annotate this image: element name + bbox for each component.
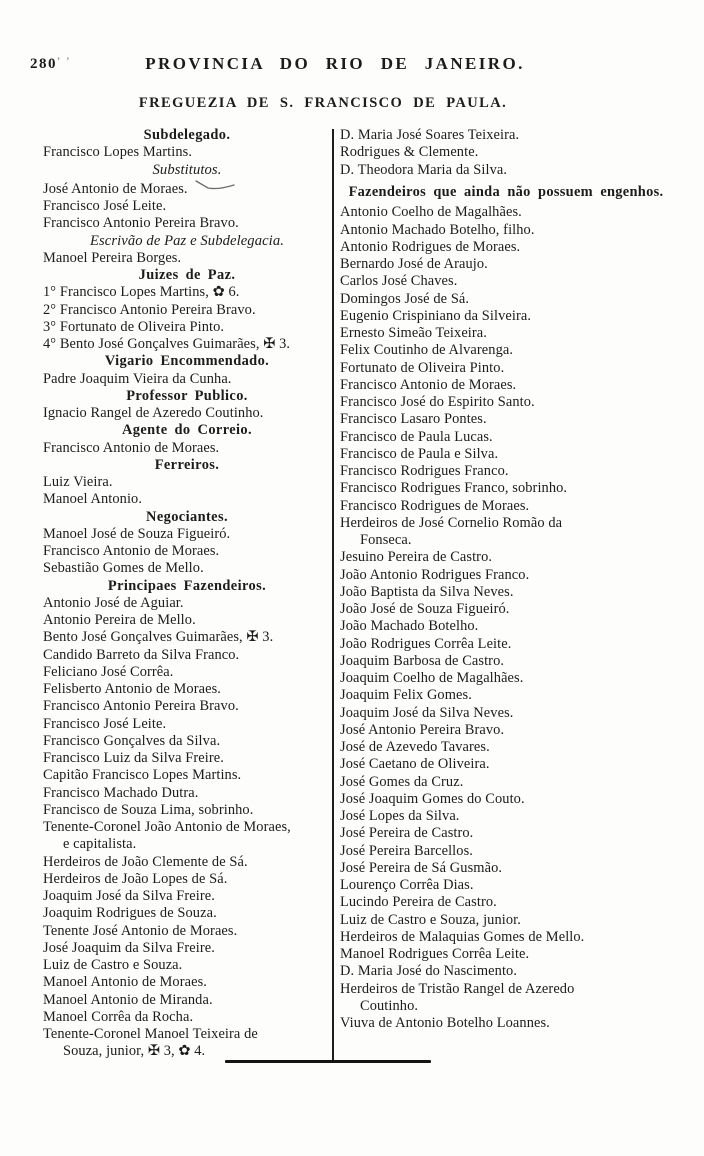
entry-line: José Pereira de Sá Gusmão. <box>340 859 503 876</box>
section-heading-italic: Escrivão de Paz e Subdelegacia. <box>90 232 284 249</box>
entry-line: Ignacio Rangel de Azeredo Coutinho. <box>43 405 264 421</box>
entry-line: 1° Francisco Lopes Martins, ✿ 6. <box>43 284 240 301</box>
entry-line: Padre Joaquim Vieira da Cunha. <box>43 370 232 387</box>
entry-line: Manoel Antonio. <box>43 491 143 508</box>
entry-line: José Gomes da Cruz. <box>340 773 464 790</box>
entry-continuation-line: Souza, junior, ✠ 3, ✿ 4. <box>63 1043 206 1060</box>
page-title: PROVINCIA DO RIO DE JANEIRO. <box>145 54 525 73</box>
entry-line: Tenente-Coronel João Antonio de Moraes, <box>43 819 291 835</box>
entry-line: José Antonio de Moraes. <box>43 179 331 198</box>
entry-line: Felix Coutinho de Alvarenga. <box>340 342 514 359</box>
entry-line: Manoel José de Souza Figueiró. <box>43 525 231 542</box>
entry-line: Eugenio Crispiniano da Silveira. <box>340 307 532 324</box>
entry-line: Herdeiros de João Lopes de Sá. <box>43 870 228 887</box>
entry-line: José Pereira Barcellos. <box>340 842 473 859</box>
entry-line: 4° Bento José Gonçalves Guimarães, ✠ 3. <box>43 336 291 352</box>
section-heading: Agente do Correio. <box>121 422 253 439</box>
entry-line: Antonio Coelho de Magalhães. <box>340 204 522 221</box>
entry-line: Herdeiros de José Cornelio Romão da <box>340 514 563 531</box>
left-column <box>43 127 331 1061</box>
page-number-value: 280 <box>30 56 57 72</box>
entry-line: D. Theodora Maria da Silva. <box>340 161 508 178</box>
entry-line: João José de Souza Figueiró. <box>340 601 510 617</box>
entry-line: Luiz de Castro e Souza, junior. <box>340 911 521 928</box>
entry-line: Lourenço Corrêa Dias. <box>340 877 474 893</box>
entry-line: Candido Barreto da Silva Franco. <box>43 646 240 663</box>
page-subtitle: FREGUEZIA DE S. FRANCISCO DE PAULA. <box>138 95 508 111</box>
entry-line: Carlos José Chaves. <box>340 273 458 290</box>
entry-line: Bernardo José de Araujo. <box>340 256 488 272</box>
entry-continuation-line: e capitalista. <box>63 836 137 853</box>
entry-line: Ernesto Simeão Teixeira. <box>340 325 487 341</box>
entry-line: Francisco Rodrigues de Moraes. <box>340 497 530 514</box>
entry-line: João Rodrigues Corrêa Leite. <box>340 635 512 652</box>
entry-line: Francisco Antonio de Moraes. <box>43 439 220 456</box>
section-heading: Professor Publico. <box>126 387 248 404</box>
page-number <box>30 56 71 73</box>
entry-line: Antonio Rodrigues de Moraes. <box>340 238 521 255</box>
section-heading-italic: Substitutos. <box>152 161 222 178</box>
entry-line: José Lopes da Silva. <box>340 808 460 824</box>
entry-line: Francisco Machado Dutra. <box>43 784 199 801</box>
entry-line: Francisco José Leite. <box>43 198 167 214</box>
entry-line: Francisco Antonio Pereira Bravo. <box>43 698 239 715</box>
entry-line: Sebastião Gomes de Mello. <box>43 560 204 577</box>
entry-line: Antonio José de Aguiar. <box>43 594 184 611</box>
entry-line: Joaquim Felix Gomes. <box>340 687 472 704</box>
right-column <box>340 127 672 1032</box>
entry-line: Francisco Lasaro Pontes. <box>340 411 487 428</box>
entry-line: João Antonio Rodrigues Franco. <box>340 566 530 583</box>
entry-line: José Antonio Pereira Bravo. <box>340 721 505 738</box>
entry-line: Joaquim Barbosa de Castro. <box>340 652 505 669</box>
entry-line: 3° Fortunato de Oliveira Pinto. <box>43 318 225 335</box>
entry-line: Joaquim José da Silva Freire. <box>43 888 215 904</box>
section-heading: Negociantes. <box>146 508 228 525</box>
entry-line: José Pereira de Castro. <box>340 825 474 842</box>
scan-artifact-marks: ʼ ʼ <box>57 56 72 66</box>
entry-line: Lucindo Pereira de Castro. <box>340 894 497 911</box>
entry-line: Fortunato de Oliveira Pinto. <box>340 359 505 376</box>
entry-line: Francisco José Leite. <box>43 715 167 732</box>
entry-line: Manoel Antonio de Moraes. <box>43 974 207 991</box>
entry-line: Manoel Antonio de Miranda. <box>43 991 213 1008</box>
section-heading: Juizes de Paz. <box>138 267 236 283</box>
entry-line: Felisberto Antonio de Moraes. <box>43 681 221 697</box>
entry-line: Antonio Pereira de Mello. <box>43 612 196 628</box>
entry-line: José Caetano de Oliveira. <box>340 756 490 773</box>
entry-line: Francisco de Paula e Silva. <box>340 445 499 462</box>
entry-line: Joaquim Coelho de Magalhães. <box>340 670 524 686</box>
column-divider-rule <box>332 129 334 1060</box>
entry-line: Francisco Rodrigues Franco, sobrinho. <box>340 480 568 497</box>
section-heading-block: Fazendeiros que ainda não possuem engenhos. <box>348 183 664 200</box>
entry-line: Luiz de Castro e Souza. <box>43 957 183 973</box>
entry-line: Herdeiros de Malaquias Gomes de Mello. <box>340 928 585 945</box>
entry-line: Herdeiros de João Clemente de Sá. <box>43 853 248 870</box>
entry-line: Joaquim José da Silva Neves. <box>340 704 514 721</box>
entry-line: Jesuino Pereira de Castro. <box>340 549 493 566</box>
entry-line: João Baptista da Silva Neves. <box>340 583 514 600</box>
section-heading: Principaes Fazendeiros. <box>107 577 267 594</box>
entry-line: Francisco Gonçalves da Silva. <box>43 732 221 749</box>
entry-line: Francisco de Paula Lucas. <box>340 428 493 445</box>
entry-line: Francisco Antonio de Moraes. <box>340 376 517 393</box>
entry-line: Francisco Rodrigues Franco. <box>340 463 509 479</box>
entry-line: Herdeiros de Tristão Rangel de Azeredo <box>340 980 575 997</box>
handwritten-pencil-mark <box>194 179 236 196</box>
entry-line: José Joaquim Gomes do Couto. <box>340 790 525 807</box>
section-heading: Ferreiros. <box>154 456 220 473</box>
entry-line: Tenente José Antonio de Moraes. <box>43 922 238 939</box>
entry-line: Tenente-Coronel Manoel Teixeira de <box>43 1026 258 1042</box>
entry-line: Luiz Vieira. <box>43 474 113 490</box>
entry-line: Francisco Antonio Pereira Bravo. <box>43 215 239 232</box>
entry-line: Manoel Rodrigues Corrêa Leite. <box>340 946 530 962</box>
entry-line: D. Maria José Soares Teixeira. <box>340 127 520 143</box>
entry-line: Joaquim Rodrigues de Souza. <box>43 905 217 922</box>
section-heading: Vigario Encommendado. <box>104 353 270 370</box>
entry-line: Francisco Lopes Martins. <box>43 144 193 161</box>
entry-line: Feliciano José Corrêa. <box>43 663 174 680</box>
entry-line: Viuva de Antonio Botelho Loannes. <box>340 1015 550 1031</box>
entry-line: 2° Francisco Antonio Pereira Bravo. <box>43 301 256 318</box>
entry-line: Antonio Machado Botelho, filho. <box>340 221 535 238</box>
entry-line: Domingos José de Sá. <box>340 290 470 307</box>
entry-line: Manoel Corrêa da Rocha. <box>43 1008 194 1025</box>
entry-line: José Joaquim da Silva Freire. <box>43 939 215 956</box>
entry-line: José de Azevedo Tavares. <box>340 739 490 755</box>
entry-line: Capitão Francisco Lopes Martins. <box>43 767 242 784</box>
entry-line: Francisco Antonio de Moraes. <box>43 543 220 559</box>
entry-line: Francisco José do Espirito Santo. <box>340 394 535 410</box>
entry-line: Francisco de Souza Lima, sobrinho. <box>43 801 254 818</box>
entry-line: Francisco Luiz da Silva Freire. <box>43 750 224 766</box>
entry-line: João Machado Botelho. <box>340 618 479 635</box>
entry-line: D. Maria José do Nascimento. <box>340 963 518 980</box>
section-heading: Subdelegado. <box>143 127 231 143</box>
entry-line: Rodrigues & Clemente. <box>340 144 479 161</box>
entry-continuation-line: Fonseca. <box>360 532 412 548</box>
section-end-rule <box>225 1060 431 1063</box>
entry-line: Manoel Pereira Borges. <box>43 249 182 266</box>
entry-continuation-line: Coutinho. <box>360 997 419 1014</box>
entry-line: Bento José Gonçalves Guimarães, ✠ 3. <box>43 629 274 646</box>
